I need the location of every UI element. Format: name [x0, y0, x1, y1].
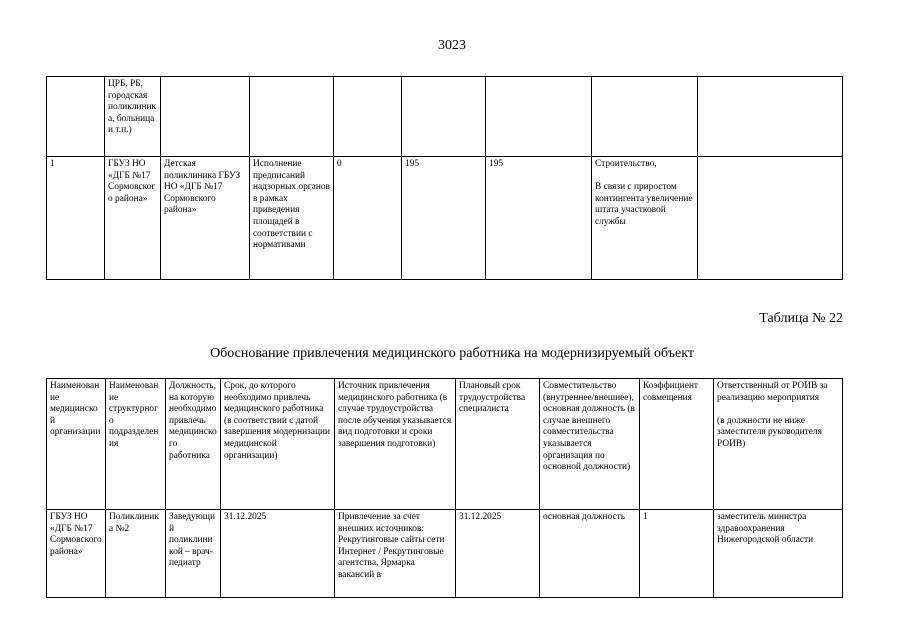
table-cell [334, 77, 402, 157]
table-cell: заместитель министра здравоохранения Нижегородской области [714, 510, 843, 598]
table-caption: Таблица № 22 [759, 311, 843, 326]
column-header: Коэффициент совмещения [640, 379, 714, 510]
table-cell [161, 77, 250, 157]
table-cell: ГБУЗ НО «ДГБ №17 Сормовского района» [105, 157, 161, 280]
bottom-table [46, 378, 843, 598]
column-header: Источник привлечения медицинского работника (в случае трудоустройства после обучения указывается вид подготовки и сроки завершения подготовки) [335, 379, 456, 510]
table-cell: 195 [486, 157, 592, 280]
table-cell: ГБУЗ НО «ДГБ №17 Сормовского района» [47, 510, 106, 598]
column-header: Должность, на которую необходимо привлечь медицинского работника [166, 379, 221, 510]
column-header [714, 379, 843, 510]
top-table [46, 76, 843, 280]
table-cell: Исполнение предписаний надзорных органов в рамках приведения площадей в соответствии с нормативами [250, 157, 334, 280]
table-cell: ЦРБ, РБ, городская поликлиника, больница и т.п.) [105, 77, 161, 157]
table-cell: Заведующий поликлиникой – врач-педиатр [166, 510, 221, 598]
table-cell [486, 77, 592, 157]
table-cell: 195 [402, 157, 486, 280]
note-line: В связи с приростом контингента увеличение штата участковой службы [595, 182, 693, 227]
column-header: Плановый срок трудоустройства специалиста [456, 379, 540, 510]
column-header-text: Ответственный от РОИВ за реализацию мероприятия [717, 381, 828, 403]
table-cell [402, 77, 486, 157]
table-row [47, 157, 843, 280]
table-cell [698, 77, 843, 157]
column-header: Срок, до которого необходимо привлечь медицинского работника (в соответствии с датой завершения модернизации медицинской организации) [221, 379, 335, 510]
table-cell [47, 77, 105, 157]
column-header: Наименование медицинской организации [47, 379, 106, 510]
table-row [47, 510, 843, 598]
table-cell: основная должность [540, 510, 640, 598]
table-cell: Поликлиника №2 [106, 510, 166, 598]
column-header-note: (в должности не ниже заместителя руководителя РОИВ) [717, 415, 822, 449]
table-row [47, 77, 843, 157]
column-header: Совместительство (внутреннее/внешнее), основная должность (в случае внешнего совместительства указывается организация по основной должности) [540, 379, 640, 510]
table-cell [592, 77, 698, 157]
table-cell: 31.12.2025 [221, 510, 335, 598]
column-header: Наименование структурного подразделения [106, 379, 166, 510]
note-cell [592, 157, 698, 280]
table-cell: 1 [47, 157, 105, 280]
table-cell: Привлечение за счет внешних источников: Рекрутинговые сайты сети Интернет / Рекрутинговые агентства, Ярмарка вакансий в [335, 510, 456, 598]
table-cell [698, 157, 843, 280]
section-title: Обоснование привлечения медицинского работника на модернизируемый объект [210, 346, 694, 361]
table-cell: 31.12.2025 [456, 510, 540, 598]
table-cell: 1 [640, 510, 714, 598]
note-line: Строительство, [595, 159, 657, 169]
table-header-row [47, 379, 843, 510]
table-cell: 0 [334, 157, 402, 280]
page-number: 3023 [438, 38, 466, 53]
table-cell: Детская поликлиника ГБУЗ НО «ДГБ №17 Сормовского района» [161, 157, 250, 280]
table-cell [250, 77, 334, 157]
